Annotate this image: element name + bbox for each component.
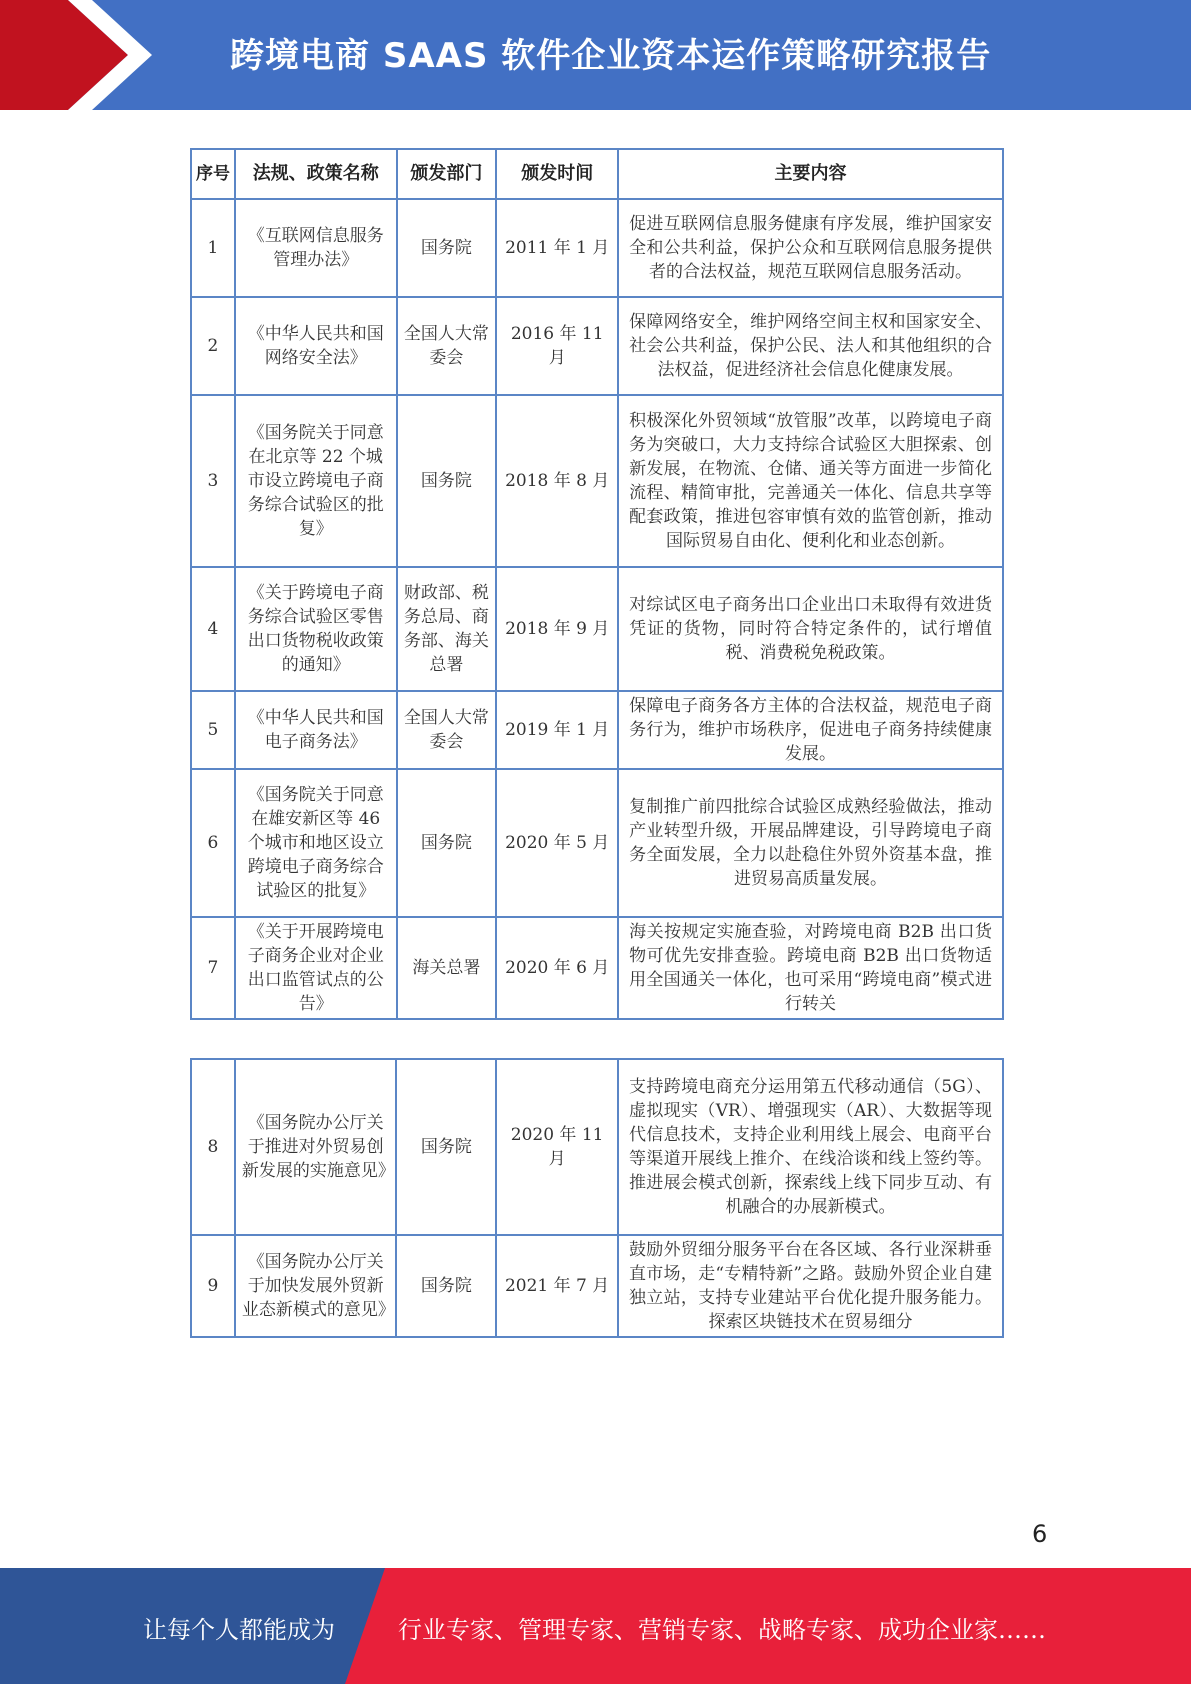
table-row bbox=[191, 1235, 1003, 1337]
row-date: 2021 年 7 月 bbox=[496, 1235, 618, 1337]
row-dept: 国务院 bbox=[396, 1235, 496, 1337]
row-content: 促进互联网信息服务健康有序发展，维护国家安全和公共利益，保护公众和互联网信息服务提供者的合法权益，规范互联网信息服务活动。 bbox=[618, 199, 1003, 297]
row-name: 《互联网信息服务管理办法》 bbox=[235, 199, 397, 297]
row-name: 《关于开展跨境电子商务企业对企业出口监管试点的公告》 bbox=[235, 917, 397, 1019]
row-date: 2019 年 1 月 bbox=[496, 691, 618, 769]
row-date: 2018 年 9 月 bbox=[496, 567, 618, 691]
header-dept: 颁发部门 bbox=[397, 149, 497, 199]
footer-slogan-left: 让每个人都能成为 bbox=[143, 1616, 335, 1644]
page-number: 6 bbox=[1032, 1520, 1048, 1548]
row-date: 2011 年 1 月 bbox=[496, 199, 618, 297]
row-date: 2018 年 8 月 bbox=[496, 395, 618, 567]
row-dept: 全国人大常委会 bbox=[397, 297, 497, 395]
table-row bbox=[191, 567, 1003, 691]
table-row bbox=[191, 297, 1003, 395]
policy-table bbox=[190, 148, 1004, 1020]
row-no: 5 bbox=[191, 691, 235, 769]
row-no: 8 bbox=[191, 1059, 235, 1235]
header-content: 主要内容 bbox=[618, 149, 1003, 199]
row-content: 鼓励外贸细分服务平台在各区域、各行业深耕垂直市场，走“专精特新”之路。鼓励外贸企业自建独立站，支持专业建站平台优化提升服务能力。探索区块链技术在贸易细分 bbox=[618, 1235, 1003, 1337]
row-date: 2016 年 11 月 bbox=[496, 297, 618, 395]
policy-table-continued bbox=[190, 1058, 1004, 1338]
row-no: 3 bbox=[191, 395, 235, 567]
row-content: 积极深化外贸领域“放管服”改革，以跨境电子商务为突破口，大力支持综合试验区大胆探索、创新发展，在物流、仓储、通关等方面进一步简化流程、精简审批，完善通关一体化、信息共享等配套政策，推进包容审慎有效的监管创新，推动国际贸易自由化、便利化和业态创新。 bbox=[618, 395, 1003, 567]
row-dept: 国务院 bbox=[397, 769, 497, 917]
row-no: 9 bbox=[191, 1235, 235, 1337]
row-content: 海关按规定实施查验，对跨境电商 B2B 出口货物可优先安排查验。跨境电商 B2B 出口货物适用全国通关一体化，也可采用“跨境电商”模式进行转关 bbox=[618, 917, 1003, 1019]
row-no: 2 bbox=[191, 297, 235, 395]
row-no: 7 bbox=[191, 917, 235, 1019]
header-no: 序号 bbox=[191, 149, 235, 199]
row-content: 保障网络安全，维护网络空间主权和国家安全、社会公共利益，保护公民、法人和其他组织的合法权益，促进经济社会信息化健康发展。 bbox=[618, 297, 1003, 395]
row-dept: 全国人大常委会 bbox=[397, 691, 497, 769]
row-content: 对综试区电子商务出口企业出口未取得有效进货凭证的货物，同时符合特定条件的，试行增值税、消费税免税政策。 bbox=[618, 567, 1003, 691]
page-title: 跨境电商 SAAS 软件企业资本运作策略研究报告 bbox=[230, 36, 992, 76]
header-date: 颁发时间 bbox=[496, 149, 618, 199]
table-row bbox=[191, 395, 1003, 567]
row-name: 《中华人民共和国电子商务法》 bbox=[235, 691, 397, 769]
table-header-row bbox=[191, 149, 1003, 199]
table-row bbox=[191, 691, 1003, 769]
row-no: 6 bbox=[191, 769, 235, 917]
row-content: 保障电子商务各方主体的合法权益，规范电子商务行为，维护市场秩序，促进电子商务持续健康发展。 bbox=[618, 691, 1003, 769]
row-dept: 国务院 bbox=[396, 1059, 496, 1235]
footer-slogan-right: 行业专家、管理专家、营销专家、战略专家、成功企业家…… bbox=[398, 1616, 1046, 1644]
row-name: 《关于跨境电子商务综合试验区零售出口货物税收政策的通知》 bbox=[235, 567, 397, 691]
row-no: 4 bbox=[191, 567, 235, 691]
row-name: 《中华人民共和国网络安全法》 bbox=[235, 297, 397, 395]
row-date: 2020 年 6 月 bbox=[496, 917, 618, 1019]
row-dept: 国务院 bbox=[397, 199, 497, 297]
row-content: 复制推广前四批综合试验区成熟经验做法，推动产业转型升级，开展品牌建设，引导跨境电子商务全面发展，全力以赴稳住外贸外资基本盘，推进贸易高质量发展。 bbox=[618, 769, 1003, 917]
table-row bbox=[191, 917, 1003, 1019]
row-name: 《国务院关于同意在雄安新区等 46 个城市和地区设立跨境电子商务综合试验区的批复》 bbox=[235, 769, 397, 917]
page-footer bbox=[0, 1568, 1191, 1684]
row-date: 2020 年 5 月 bbox=[496, 769, 618, 917]
row-date: 2020 年 11 月 bbox=[496, 1059, 618, 1235]
table-row bbox=[191, 199, 1003, 297]
row-content: 支持跨境电商充分运用第五代移动通信（5G）、虚拟现实（VR）、增强现实（AR）、大数据等现代信息技术，支持企业利用线上展会、电商平台等渠道开展线上推介、在线洽谈和线上签约等。推进展会模式创新，探索线上线下同步互动、有机融合的办展新模式。 bbox=[618, 1059, 1003, 1235]
row-dept: 国务院 bbox=[397, 395, 497, 567]
row-no: 1 bbox=[191, 199, 235, 297]
row-dept: 海关总署 bbox=[397, 917, 497, 1019]
table-row bbox=[191, 1059, 1003, 1235]
row-name: 《国务院办公厅关于加快发展外贸新业态新模式的意见》 bbox=[235, 1235, 397, 1337]
row-name: 《国务院办公厅关于推进对外贸易创新发展的实施意见》 bbox=[235, 1059, 397, 1235]
row-dept: 财政部、税务总局、商务部、海关总署 bbox=[397, 567, 497, 691]
header-arrow-decoration bbox=[0, 0, 160, 110]
header-name: 法规、政策名称 bbox=[235, 149, 397, 199]
page-header bbox=[0, 0, 1191, 110]
row-name: 《国务院关于同意在北京等 22 个城市设立跨境电子商务综合试验区的批复》 bbox=[235, 395, 397, 567]
table-row bbox=[191, 769, 1003, 917]
